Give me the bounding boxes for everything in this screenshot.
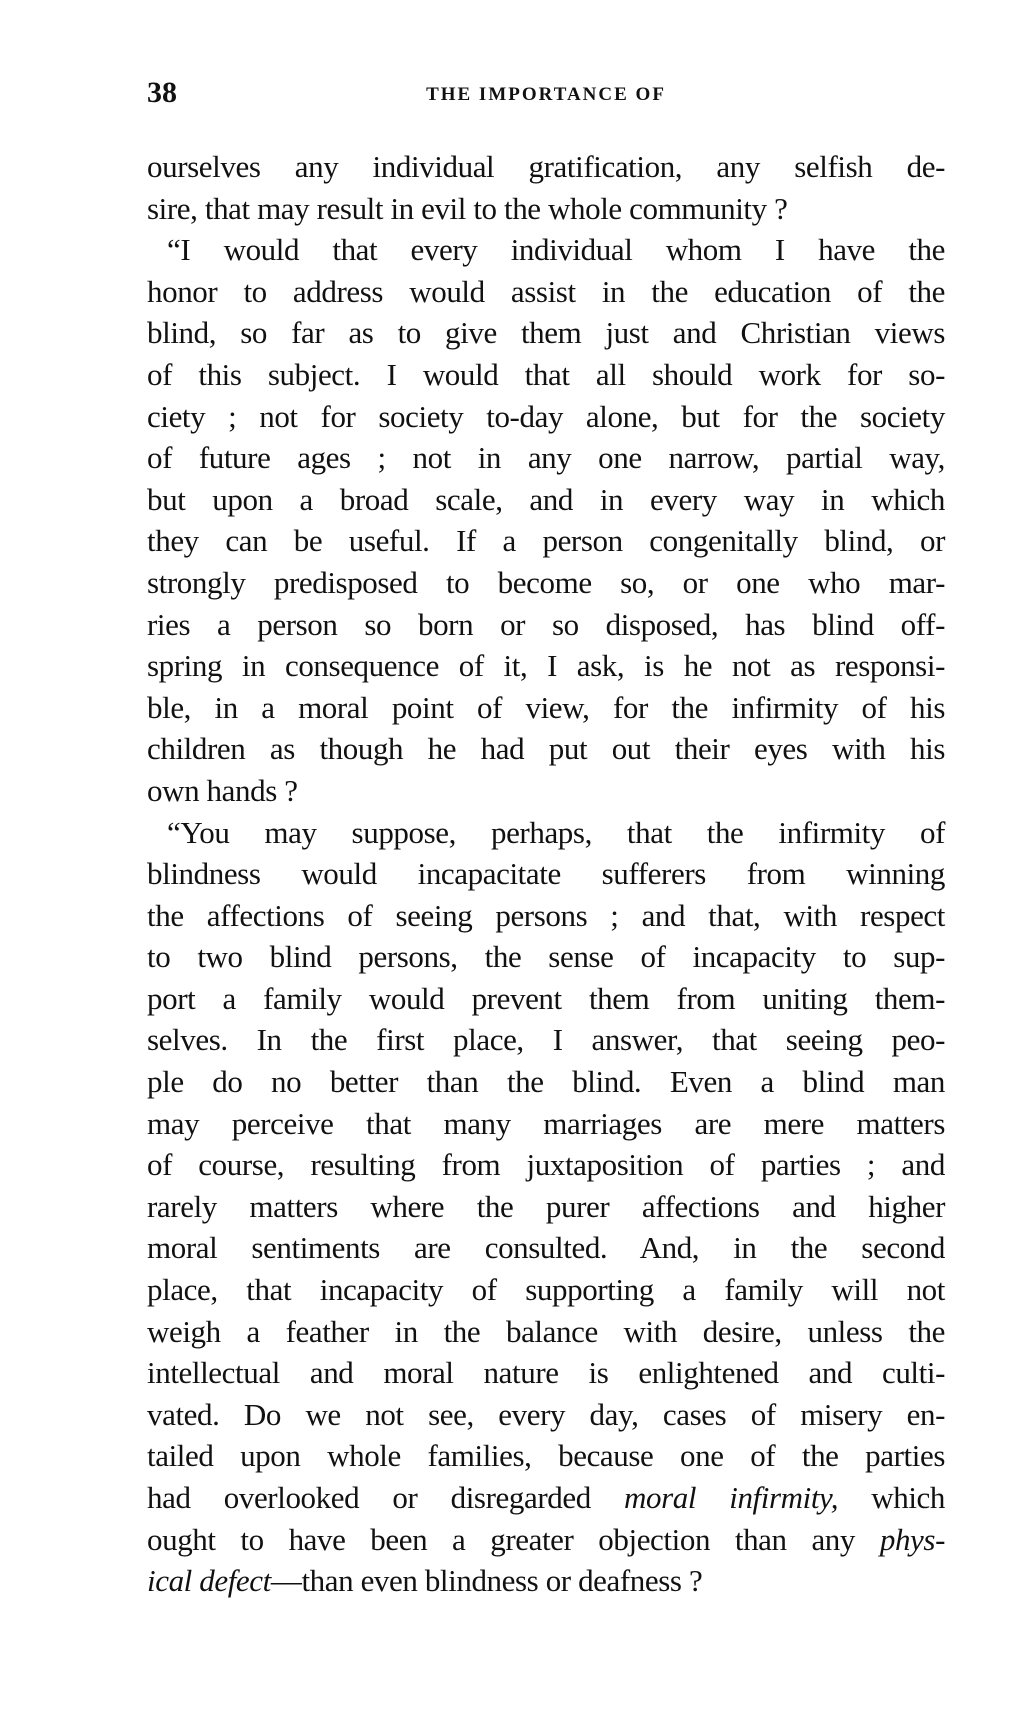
text-line — [147, 1019, 945, 1061]
text-line — [147, 479, 945, 521]
text-line — [147, 437, 945, 479]
text-segment: ries a person so born or so disposed, has blind off- — [147, 606, 945, 642]
text-segment: of future ages ; not in any one narrow, partial way, — [147, 440, 945, 476]
text-segment: port a family would prevent them from uniting them- — [147, 980, 945, 1016]
text-segment: strongly predisposed to become so, or one who mar- — [147, 564, 945, 600]
text-line — [147, 1269, 945, 1311]
text-line — [147, 1394, 945, 1436]
text-line — [147, 396, 945, 438]
text-segment: —than even blindness or deafness ? — [270, 1563, 703, 1599]
text-line — [147, 271, 945, 313]
text-line — [147, 1560, 945, 1602]
text-segment: vated. Do we not see, every day, cases of misery en- — [147, 1396, 945, 1432]
text-line — [147, 645, 945, 687]
text-segment: intellectual and moral nature is enlightened and culti- — [147, 1355, 945, 1391]
text-line — [147, 1519, 945, 1561]
text-segment: had overlooked or disregarded — [147, 1480, 624, 1515]
text-line — [147, 895, 945, 937]
italic-text: moral infirmity, — [623, 1480, 839, 1515]
text-segment: honor to address would assist in the education of the — [147, 273, 945, 309]
text-line — [147, 562, 945, 604]
text-line — [147, 853, 945, 895]
text-line — [147, 520, 945, 562]
text-segment: own hands ? — [147, 772, 298, 808]
text-segment: blindness would incapacitate sufferers from winning — [147, 856, 945, 892]
italic-text: ical defect — [147, 1563, 271, 1599]
text-segment: ple do no better than the blind. Even a blind man — [147, 1064, 945, 1100]
text-segment: ciety ; not for society to-day alone, but for the society — [147, 398, 945, 434]
text-segment: children as though he had put out their eyes with his — [147, 731, 945, 767]
text-segment: the affections of seeing persons ; and that, with respect — [147, 897, 945, 933]
text-line — [147, 687, 945, 729]
text-segment: selves. In the first place, I answer, that seeing peo- — [147, 1022, 945, 1058]
text-line — [147, 1103, 945, 1145]
text-line — [147, 229, 945, 271]
body-text — [147, 146, 945, 1602]
text-segment: weigh a feather in the balance with desire, unless the — [147, 1313, 945, 1349]
text-segment: may perceive that many marriages are mere matters — [147, 1105, 945, 1141]
text-line — [147, 1186, 945, 1228]
text-line — [147, 1435, 945, 1477]
text-segment: of this subject. I would that all should work for so- — [147, 356, 945, 392]
text-line — [147, 1311, 945, 1353]
text-segment: ourselves any individual gratification, any selfish de- — [147, 149, 945, 184]
text-line — [147, 604, 945, 646]
running-title: THE IMPORTANCE OF — [426, 84, 666, 105]
text-line — [147, 728, 945, 770]
italic-text: phys- — [879, 1521, 945, 1557]
text-segment: “You may suppose, perhaps, that the infirmity of — [167, 814, 945, 850]
text-line — [147, 1352, 945, 1394]
text-segment: to two blind persons, the sense of incapacity to sup- — [147, 939, 945, 975]
text-line — [147, 1144, 945, 1186]
text-segment: but upon a broad scale, and in every way in which — [147, 481, 945, 517]
text-line — [147, 354, 945, 396]
text-segment: tailed upon whole families, because one of the parties — [147, 1438, 945, 1474]
text-segment: they can be useful. If a person congenitally blind, or — [147, 523, 945, 559]
text-segment: sire, that may result in evil to the whole community ? — [147, 190, 788, 226]
text-line — [147, 146, 945, 188]
text-line — [147, 936, 945, 978]
text-line — [147, 812, 945, 854]
text-line — [147, 770, 945, 812]
text-segment: spring in consequence of it, I ask, is he not as responsi- — [147, 648, 945, 684]
text-segment: moral sentiments are consulted. And, in the second — [147, 1230, 945, 1266]
text-segment: of course, resulting from juxtaposition of parties ; and — [147, 1147, 945, 1183]
text-segment: “I would that every individual whom I have the — [167, 232, 945, 268]
page-number: 38 — [147, 76, 177, 109]
text-line — [147, 188, 945, 230]
text-line — [147, 312, 945, 354]
text-line — [147, 978, 945, 1020]
text-line — [147, 1477, 945, 1519]
text-segment: rarely matters where the purer affections and higher — [147, 1188, 945, 1224]
text-segment: blind, so far as to give them just and Christian views — [147, 315, 945, 351]
text-line — [147, 1061, 945, 1103]
text-segment: place, that incapacity of supporting a family will not — [147, 1272, 945, 1308]
page-header — [147, 76, 945, 116]
text-segment: which — [838, 1480, 946, 1515]
text-segment: ought to have been a greater objection than any — [147, 1521, 880, 1557]
text-segment: ble, in a moral point of view, for the infirmity of his — [147, 689, 945, 725]
text-line — [147, 1227, 945, 1269]
